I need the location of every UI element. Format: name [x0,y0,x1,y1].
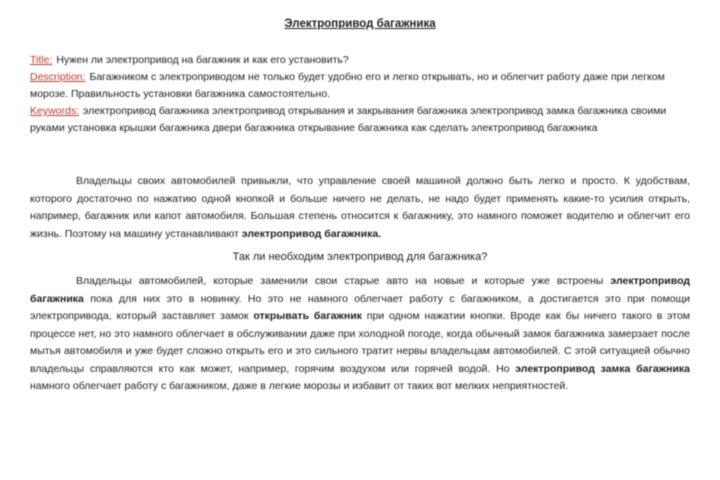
paragraph-intro [30,173,690,243]
paragraph-main-part3: при одном нажатии кнопки. Вроде как бы ничего такого в этом процессе нет, но это намного облегчает в обслуживании даже при холодной погоде, когда обычный замок багажника замерзает после мытья автомобиля и уже будет сложно открыть его и это сильного тратит нервы владельцам автомобилей. С этой ситуацией обычно владельцы справляются кто как может, например, горячим воздухом или горячей водой. Но [30,310,691,375]
paragraph-main-keyword1: электропривод багажника [30,275,691,305]
paragraph-main-part4: намного облегчает работу с багажником, даже в легкие морозы и избавит от таких вот мелких неприятностей. [30,380,569,392]
paragraph-intro-text: Владельцы своих автомобилей привыкли, что управление своей машиной должно быть легко и просто. К удобствам, которого достаточно по нажатию одной кнопкой и больше ничего не делать, не надо будет применять какие-то усилия открыть, например, багажник или капот автомобиля. Большая степень относится к багажнику, это намного поможет водителю и облегчит его жизнь. Поэтому на машину устанавливают [30,175,690,240]
meta-title-line [30,52,690,69]
meta-description-line [30,69,690,103]
meta-keywords-line [30,103,690,137]
meta-keywords-key: Keywords: [30,105,80,117]
document-title: Электропривод багажника [284,18,436,30]
meta-description-key: Description: [30,71,86,83]
paragraph-main [30,273,690,396]
paragraph-intro-keyword: электропривод багажника. [241,227,382,240]
paragraph-main-part2: пока для них это в новинку. Но это не намного облегчает работу с багажником, а достигается это при помощи электропривода, который заставляет замок [30,292,691,322]
paragraph-main-part1: Владельцы автомобилей, которые заменили свои старые авто на новые и которые уже встроены [76,275,604,287]
seo-meta-block [30,52,690,137]
paragraph-main-keyword3: электропривод замка багажника [515,362,691,375]
meta-title-value: Нужен ли электропривод на багажник и как его установить? [56,54,349,66]
paragraph-main-keyword2: открывать багажник [253,310,362,322]
meta-keywords-value: электропривод багажника электропривод открывания и закрывания багажника электропривод замка багажника своими руками установка крышки багажника двери багажника открывание багажника как сделать электропривод багажника [30,105,667,134]
section-subheading: Так ли необходим электропривод для багажника? [232,251,488,263]
meta-title-key: Title: [30,54,53,66]
meta-description-value: Багажником с электроприводом не только будет удобно его и легко открывать, но и облегчит работу даже при легком морозе. Правильность установки багажника самостоятельно. [30,71,665,100]
